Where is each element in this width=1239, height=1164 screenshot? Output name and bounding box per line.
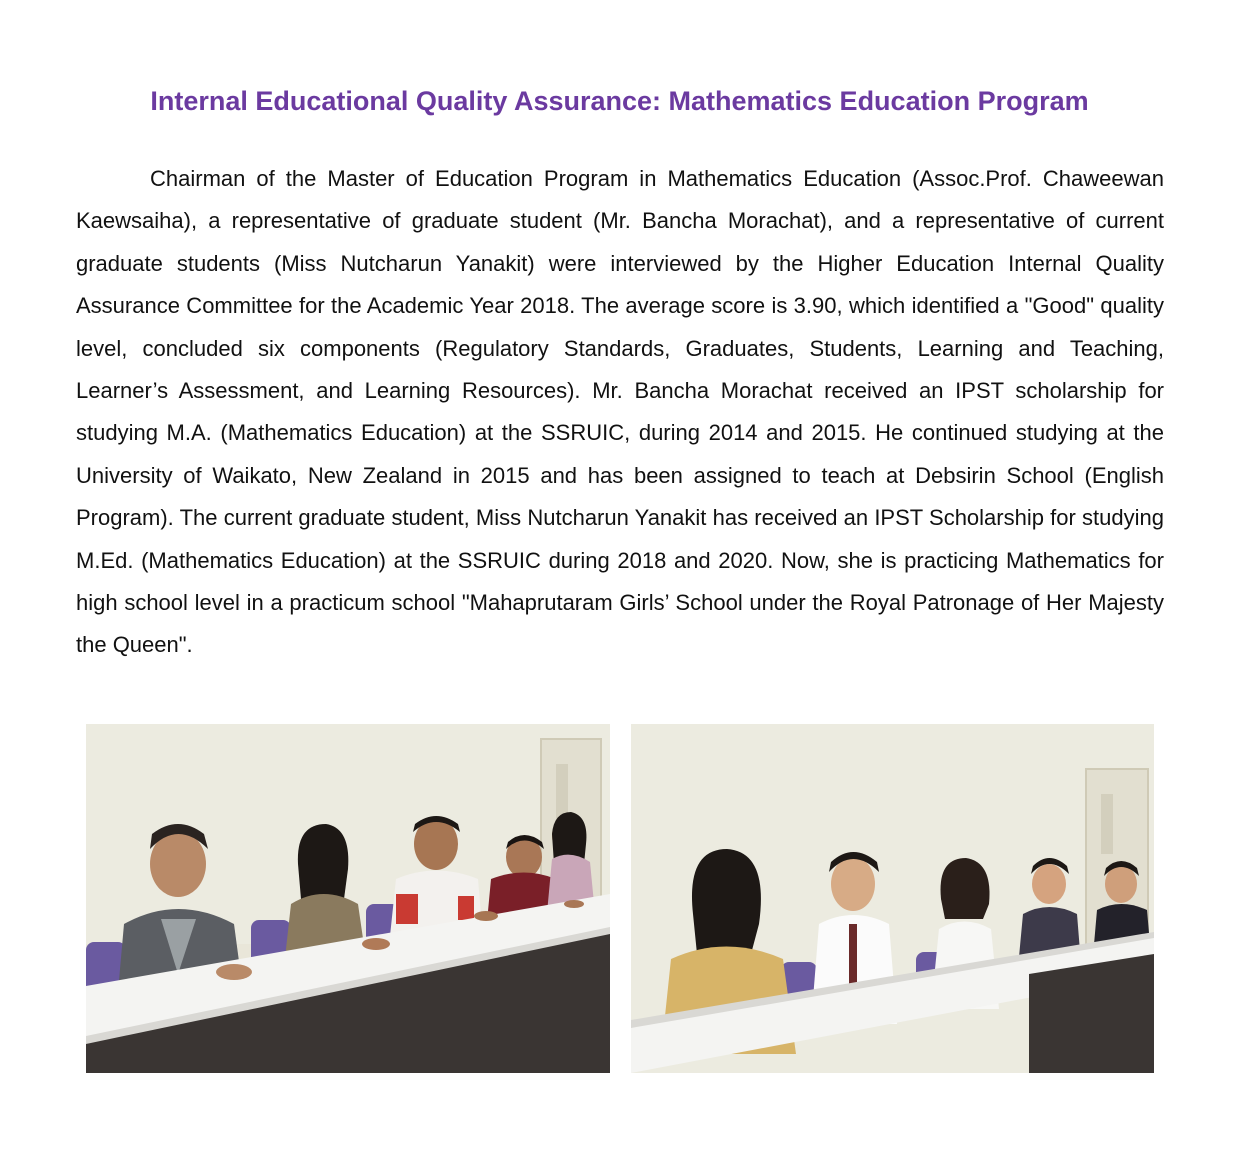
- article-paragraph: Chairman of the Master of Education Program in Mathematics Education (Assoc.Prof. Chaweewan Kaewsaiha), a representative of graduate student (Mr. Bancha Morachat), and a representative of current graduate students (Miss Nutcharun Yanakit) were interviewed by the Higher Education Internal Quality Assurance Committee for the Academic Year 2018. The average score is 3.90, which identified a "Good" quality level, concluded six components (Regulatory Standards, Graduates, Students, Learning and Teaching, Learner’s Assessment, and Learning Resources). Mr. Bancha Morachat received an IPST scholarship for studying M.A. (Mathematics Education) at the SSRUIC, during 2014 and 2015. He continued studying at the University of Waikato, New Zealand in 2015 and has been assigned to teach at Debsirin School (English Program). The current graduate student, Miss Nutcharun Yanakit has received an IPST Scholarship for studying M.Ed. (Mathematics Education) at the SSRUIC during 2018 and 2020. Now, she is practicing Mathematics for high school level in a practicum school "Mahaprutaram Girls’ School under the Royal Patronage of Her Majesty the Queen".: [76, 166, 1164, 658]
- photo-students-illustration: [631, 724, 1154, 1073]
- photo-graduates-illustration: [86, 724, 610, 1073]
- photo-students-seated-right: [631, 724, 1154, 1073]
- photo-graduates-seated-left: [86, 724, 610, 1073]
- page-title: Internal Educational Quality Assurance: Mathematics Education Program: [150, 86, 1089, 116]
